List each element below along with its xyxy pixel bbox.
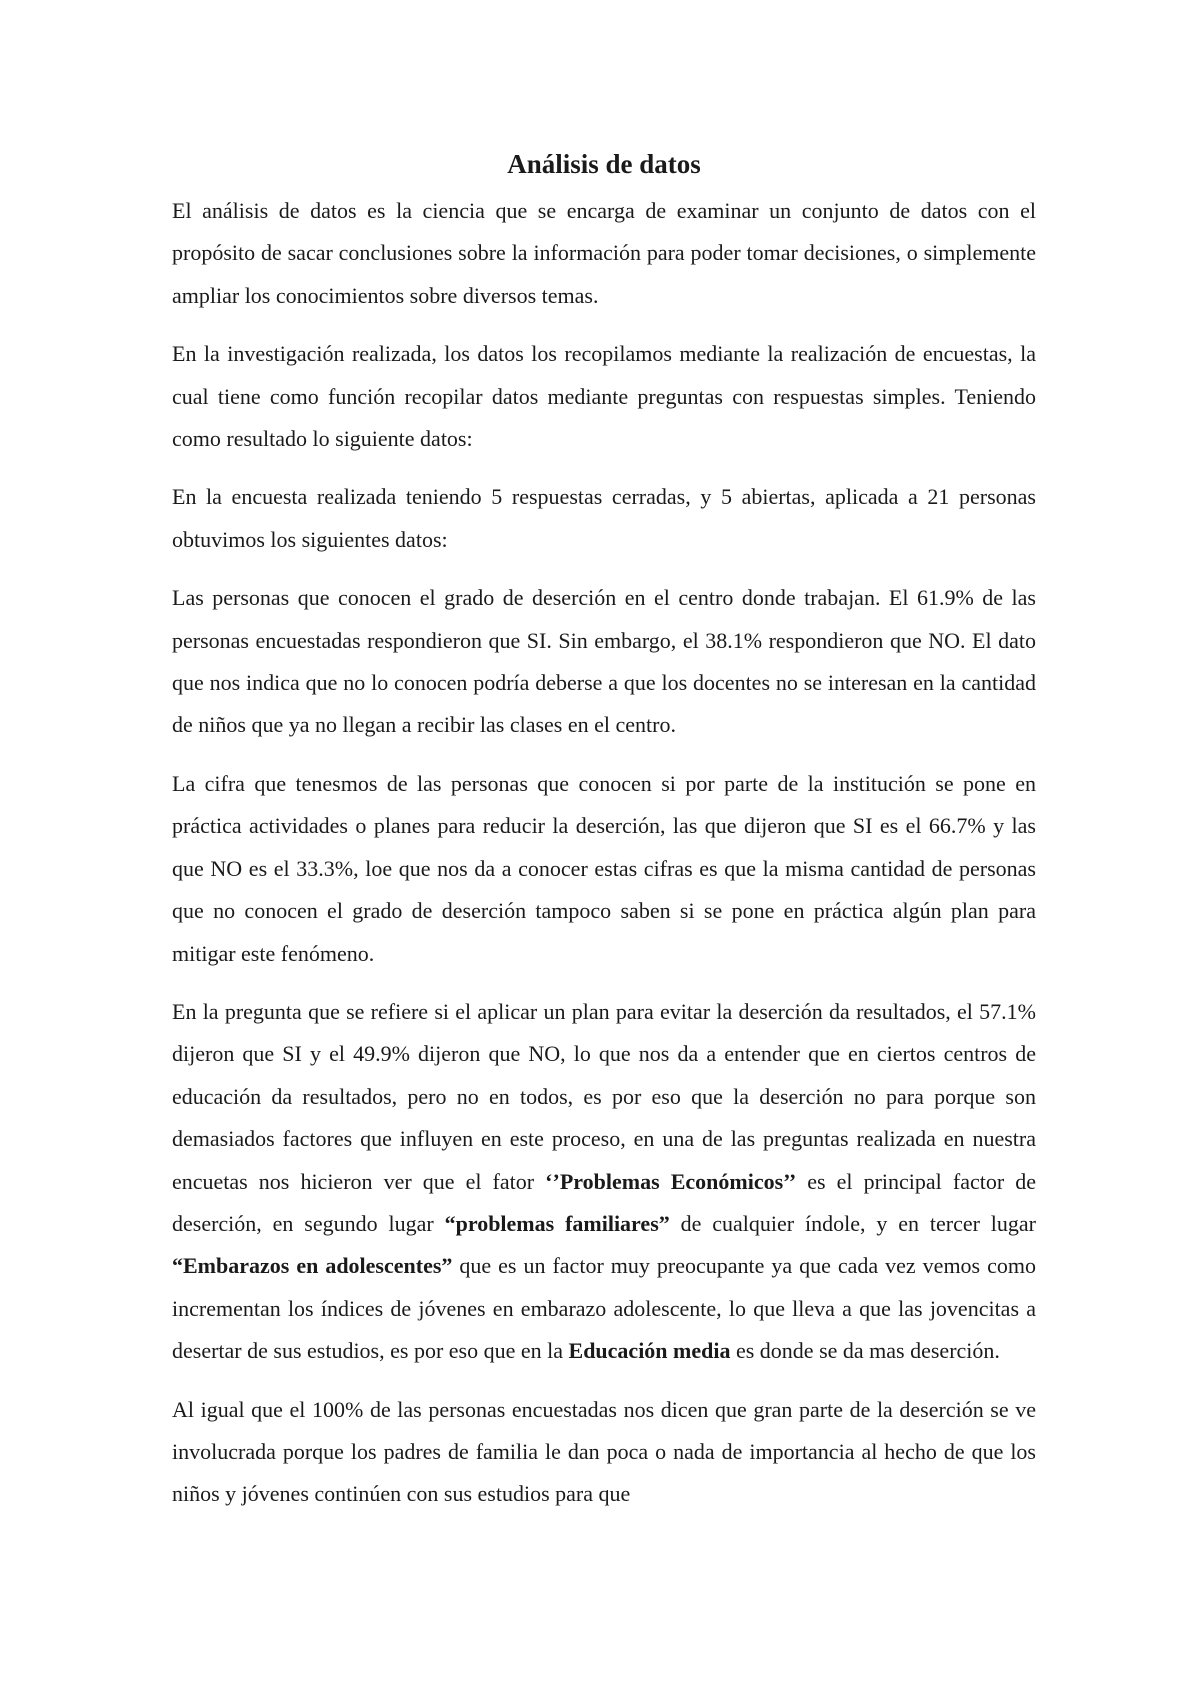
paragraph: Las personas que conocen el grado de deserción en el centro donde trabajan. El 61.9% de las personas encuestadas respondieron que SI. Sin embargo, el 38.1% respondieron que NO. El dato que nos indica que no lo conocen podría deberse a que los docentes no se interesan en la cantidad de niños que ya no llegan a recibir las clases en el centro. — [172, 585, 1036, 738]
paragraph-text: es el principal factor de deserción, en segundo lugar — [172, 1168, 1036, 1236]
paragraph: El análisis de datos es la ciencia que se encarga de examinar un conjunto de datos con el propósito de sacar conclusiones sobre la información para poder tomar decisiones, o simplemente ampliar los conocimientos sobre diversos temas. — [172, 198, 1036, 308]
document-body — [172, 136, 1036, 1532]
paragraph — [172, 991, 1036, 1373]
paragraph: En la investigación realizada, los datos los recopilamos mediante la realización de encuestas, la cual tiene como función recopilar datos mediante preguntas con respuestas simples. Teniendo como resultado lo siguiente datos: — [172, 341, 1036, 452]
bold-term: “problemas familiares” — [444, 1210, 670, 1236]
paragraph-text: que es un factor muy preocupante ya que cada vez vemos como incrementan los índices de jóvenes en embarazo adolescente, lo que lleva a que las jovencitas a desertar de sus estudios, es por eso que en la — [172, 1253, 1036, 1364]
paragraph-text: En la pregunta que se refiere si el aplicar un plan para evitar la deserción da resultados, el 57.1% dijeron que SI y el 49.9% dijeron que NO, lo que nos da a entender que en ciertos centros de educación da resultados, pero no en todos, es por eso que la deserción no para porque son demasiados factores que influyen en este proceso, en una de las preguntas realizada en nuestra encuetas nos hicieron ver que el fator — [172, 998, 1036, 1194]
paragraph: En la encuesta realizada teniendo 5 respuestas cerradas, y 5 abiertas, aplicada a 21 personas obtuvimos los siguientes datos: — [172, 484, 1036, 552]
bold-term: “Embarazos en adolescentes” — [172, 1253, 453, 1279]
paragraph-text: de cualquier índole, y en tercer lugar — [669, 1210, 1037, 1236]
paragraph: La cifra que tenesmos de las personas que conocen si por parte de la institución se pone en práctica actividades o planes para reducir la deserción, las que dijeron que SI es el 66.7% y las que NO es el 33.3%, loe que nos da a conocer estas cifras es que la misma cantidad de personas que no conocen el grado de deserción tampoco saben si se pone en práctica algún plan para mitigar este fenómeno. — [172, 770, 1036, 966]
bold-term: Educación media — [568, 1338, 731, 1364]
bold-term: ‘’Problemas Económicos’’ — [545, 1168, 797, 1194]
paragraph: Al igual que el 100% de las personas encuestadas nos dicen que gran parte de la deserción se ve involucrada porque los padres de familia le dan poca o nada de importancia al hecho de que los niños y jóvenes continúen con sus estudios para que — [172, 1396, 1036, 1507]
document-title: Análisis de datos — [507, 149, 701, 179]
paragraph-text: es donde se da mas deserción. — [730, 1338, 1000, 1364]
